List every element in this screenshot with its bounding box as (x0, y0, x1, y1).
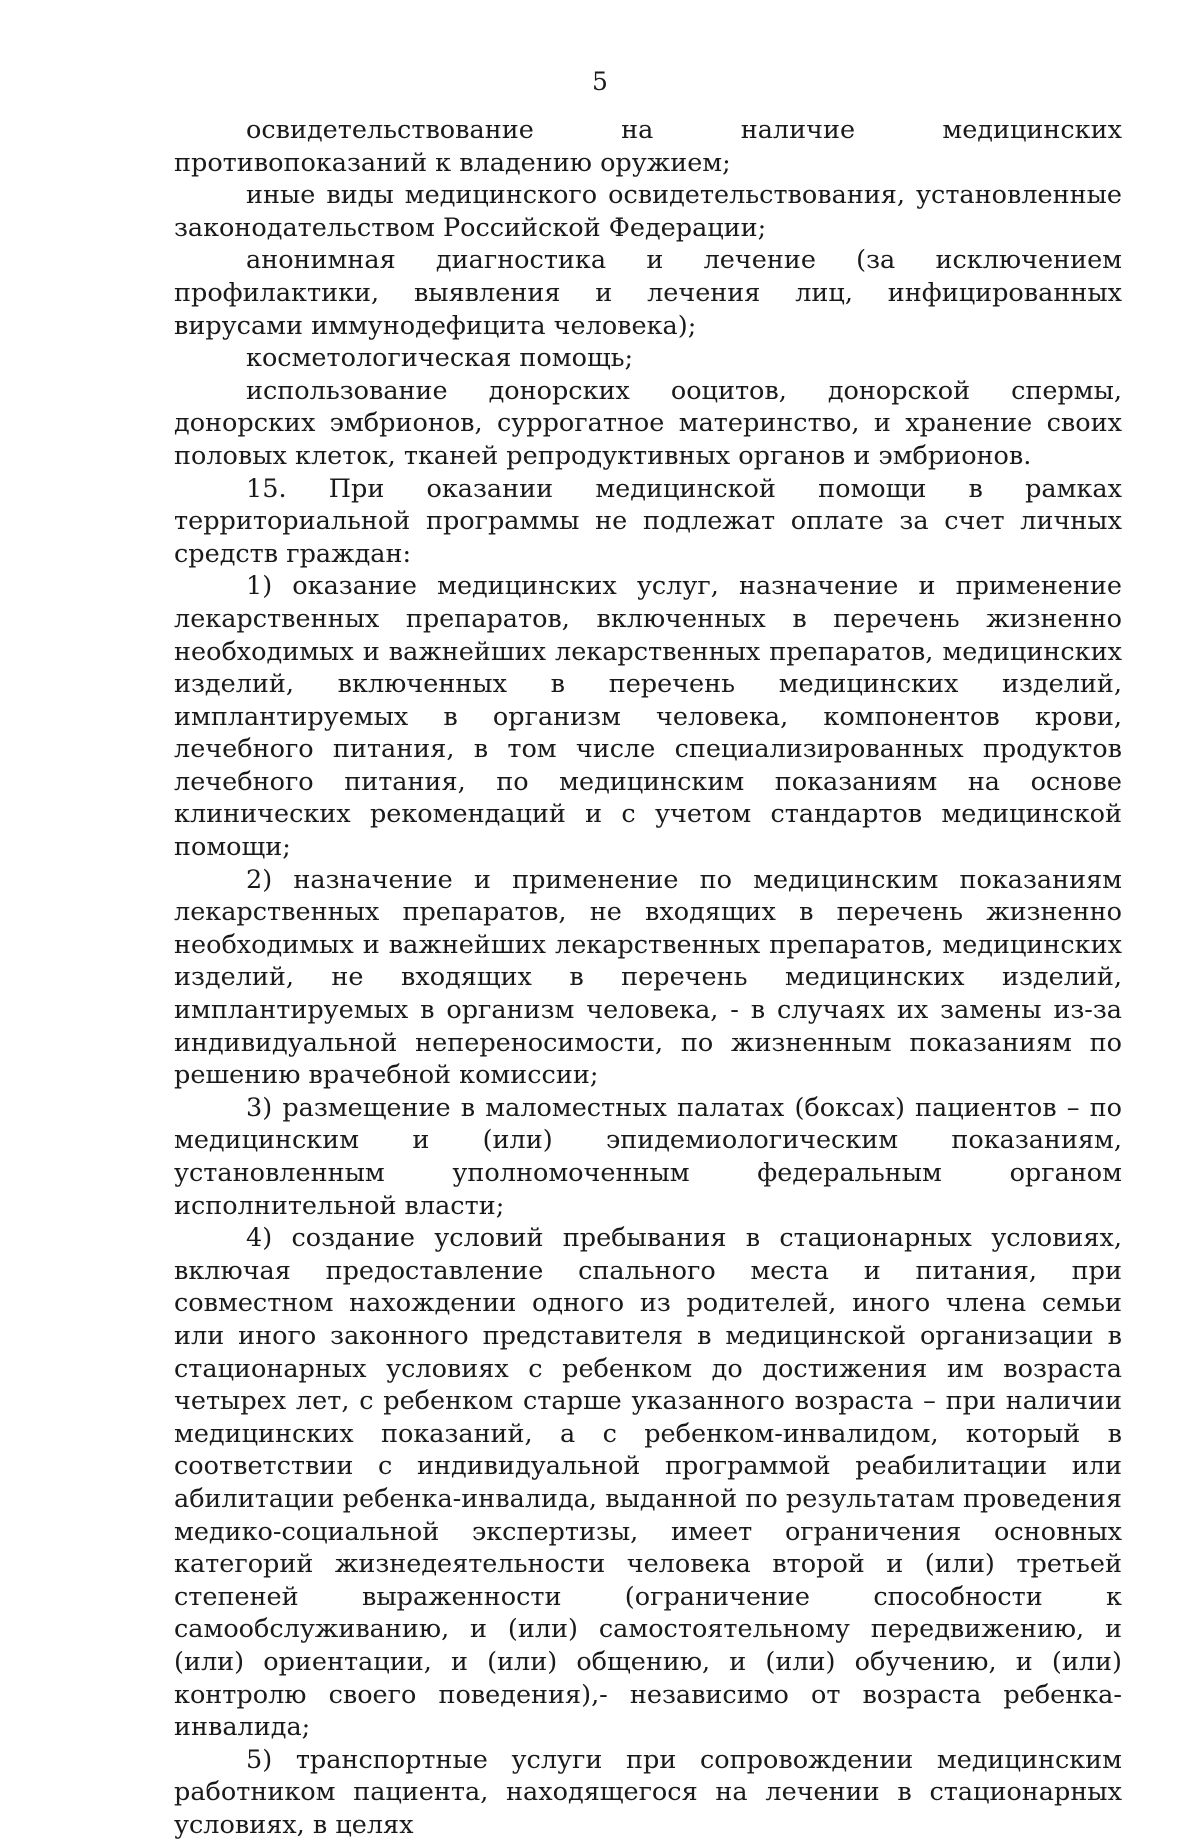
paragraph-subitem-4: 4) создание условий пребывания в стационарных условиях, включая предоставление спального места и питания, при совместном нахождении одного из родителей, иного члена семьи или иного законного представителя в медицинской организации в стационарных условиях с ребенком до достижения им возраста четырех лет, с ребенком старше указанного возраста – при наличии медицинских показаний, а с ребенком-инвалидом, который в соответствии с индивидуальной программой реабилитации или абилитации ребенка-инвалида, выданной по результатам проведения медико-социальной экспертизы, имеет ограничения основных категорий жизнедеятельности человека второй и (или) третьей степеней выраженности (ограничение способности к самообслуживанию, и (или) самостоятельному передвижению, и (или) ориентации, и (или) общению, и (или) обучению, и (или) контролю своего поведения),- независимо от возраста ребенка-инвалида; (174, 1223, 1122, 1743)
paragraph-subitem-3: 3) размещение в маломестных палатах (боксах) пациентов – по медицинским и (или) эпидемиологическим показаниям, установленным уполномоченным федеральным органом исполнительной власти; (174, 1092, 1122, 1221)
paragraph-anonymous-diagnostics: анонимная диагностика и лечение (за исключением профилактики, выявления и лечения лиц, инфицированных вирусами иммунодефицита человека); (174, 245, 1122, 341)
paragraph-cosmetology: косметологическая помощь; (246, 343, 634, 374)
paragraph-subitem-1: 1) оказание медицинских услуг, назначение и применение лекарственных препаратов, включенных в перечень жизненно необходимых и важнейших лекарственных препаратов, медицинских изделий, включенных в перечень медицинских изделий, имплантируемых в организм человека, компонентов крови, лечебного питания, в том числе специализированных продуктов лечебного питания, по медицинским показаниям на основе клинических рекомендаций и с учетом стандартов медицинской помощи; (174, 571, 1122, 863)
paragraph-subitem-5: 5) транспортные услуги при сопровождении медицинским работником пациента, находящегося на лечении в стационарных условиях, в целях (174, 1744, 1122, 1840)
paragraph-item-15: 15. При оказании медицинской помощи в рамках территориальной программы не подлежат оплате за счет личных средств граждан: (174, 473, 1122, 569)
paragraph-weapon-exam: освидетельствование на наличие медицинских противопоказаний к владению оружием; (174, 115, 1122, 178)
paragraph-other-exams: иные виды медицинского освидетельствования, установленные законодательством Российской Федерации; (174, 180, 1122, 243)
page-number: 5 (592, 67, 608, 96)
paragraph-donor-materials: использование донорских ооцитов, донорской спермы, донорских эмбрионов, суррогатное материнство, и хранение своих половых клеток, тканей репродуктивных органов и эмбрионов. (174, 375, 1122, 471)
paragraph-subitem-2: 2) назначение и применение по медицинским показаниям лекарственных препаратов, не входящих в перечень жизненно необходимых и важнейших лекарственных препаратов, медицинских изделий, не входящих в перечень медицинских изделий, имплантируемых в организм человека, - в случаях их замены из-за индивидуальной непереносимости, по жизненным показаниям по решению врачебной комиссии; (174, 864, 1122, 1091)
document-body (174, 114, 1122, 1841)
